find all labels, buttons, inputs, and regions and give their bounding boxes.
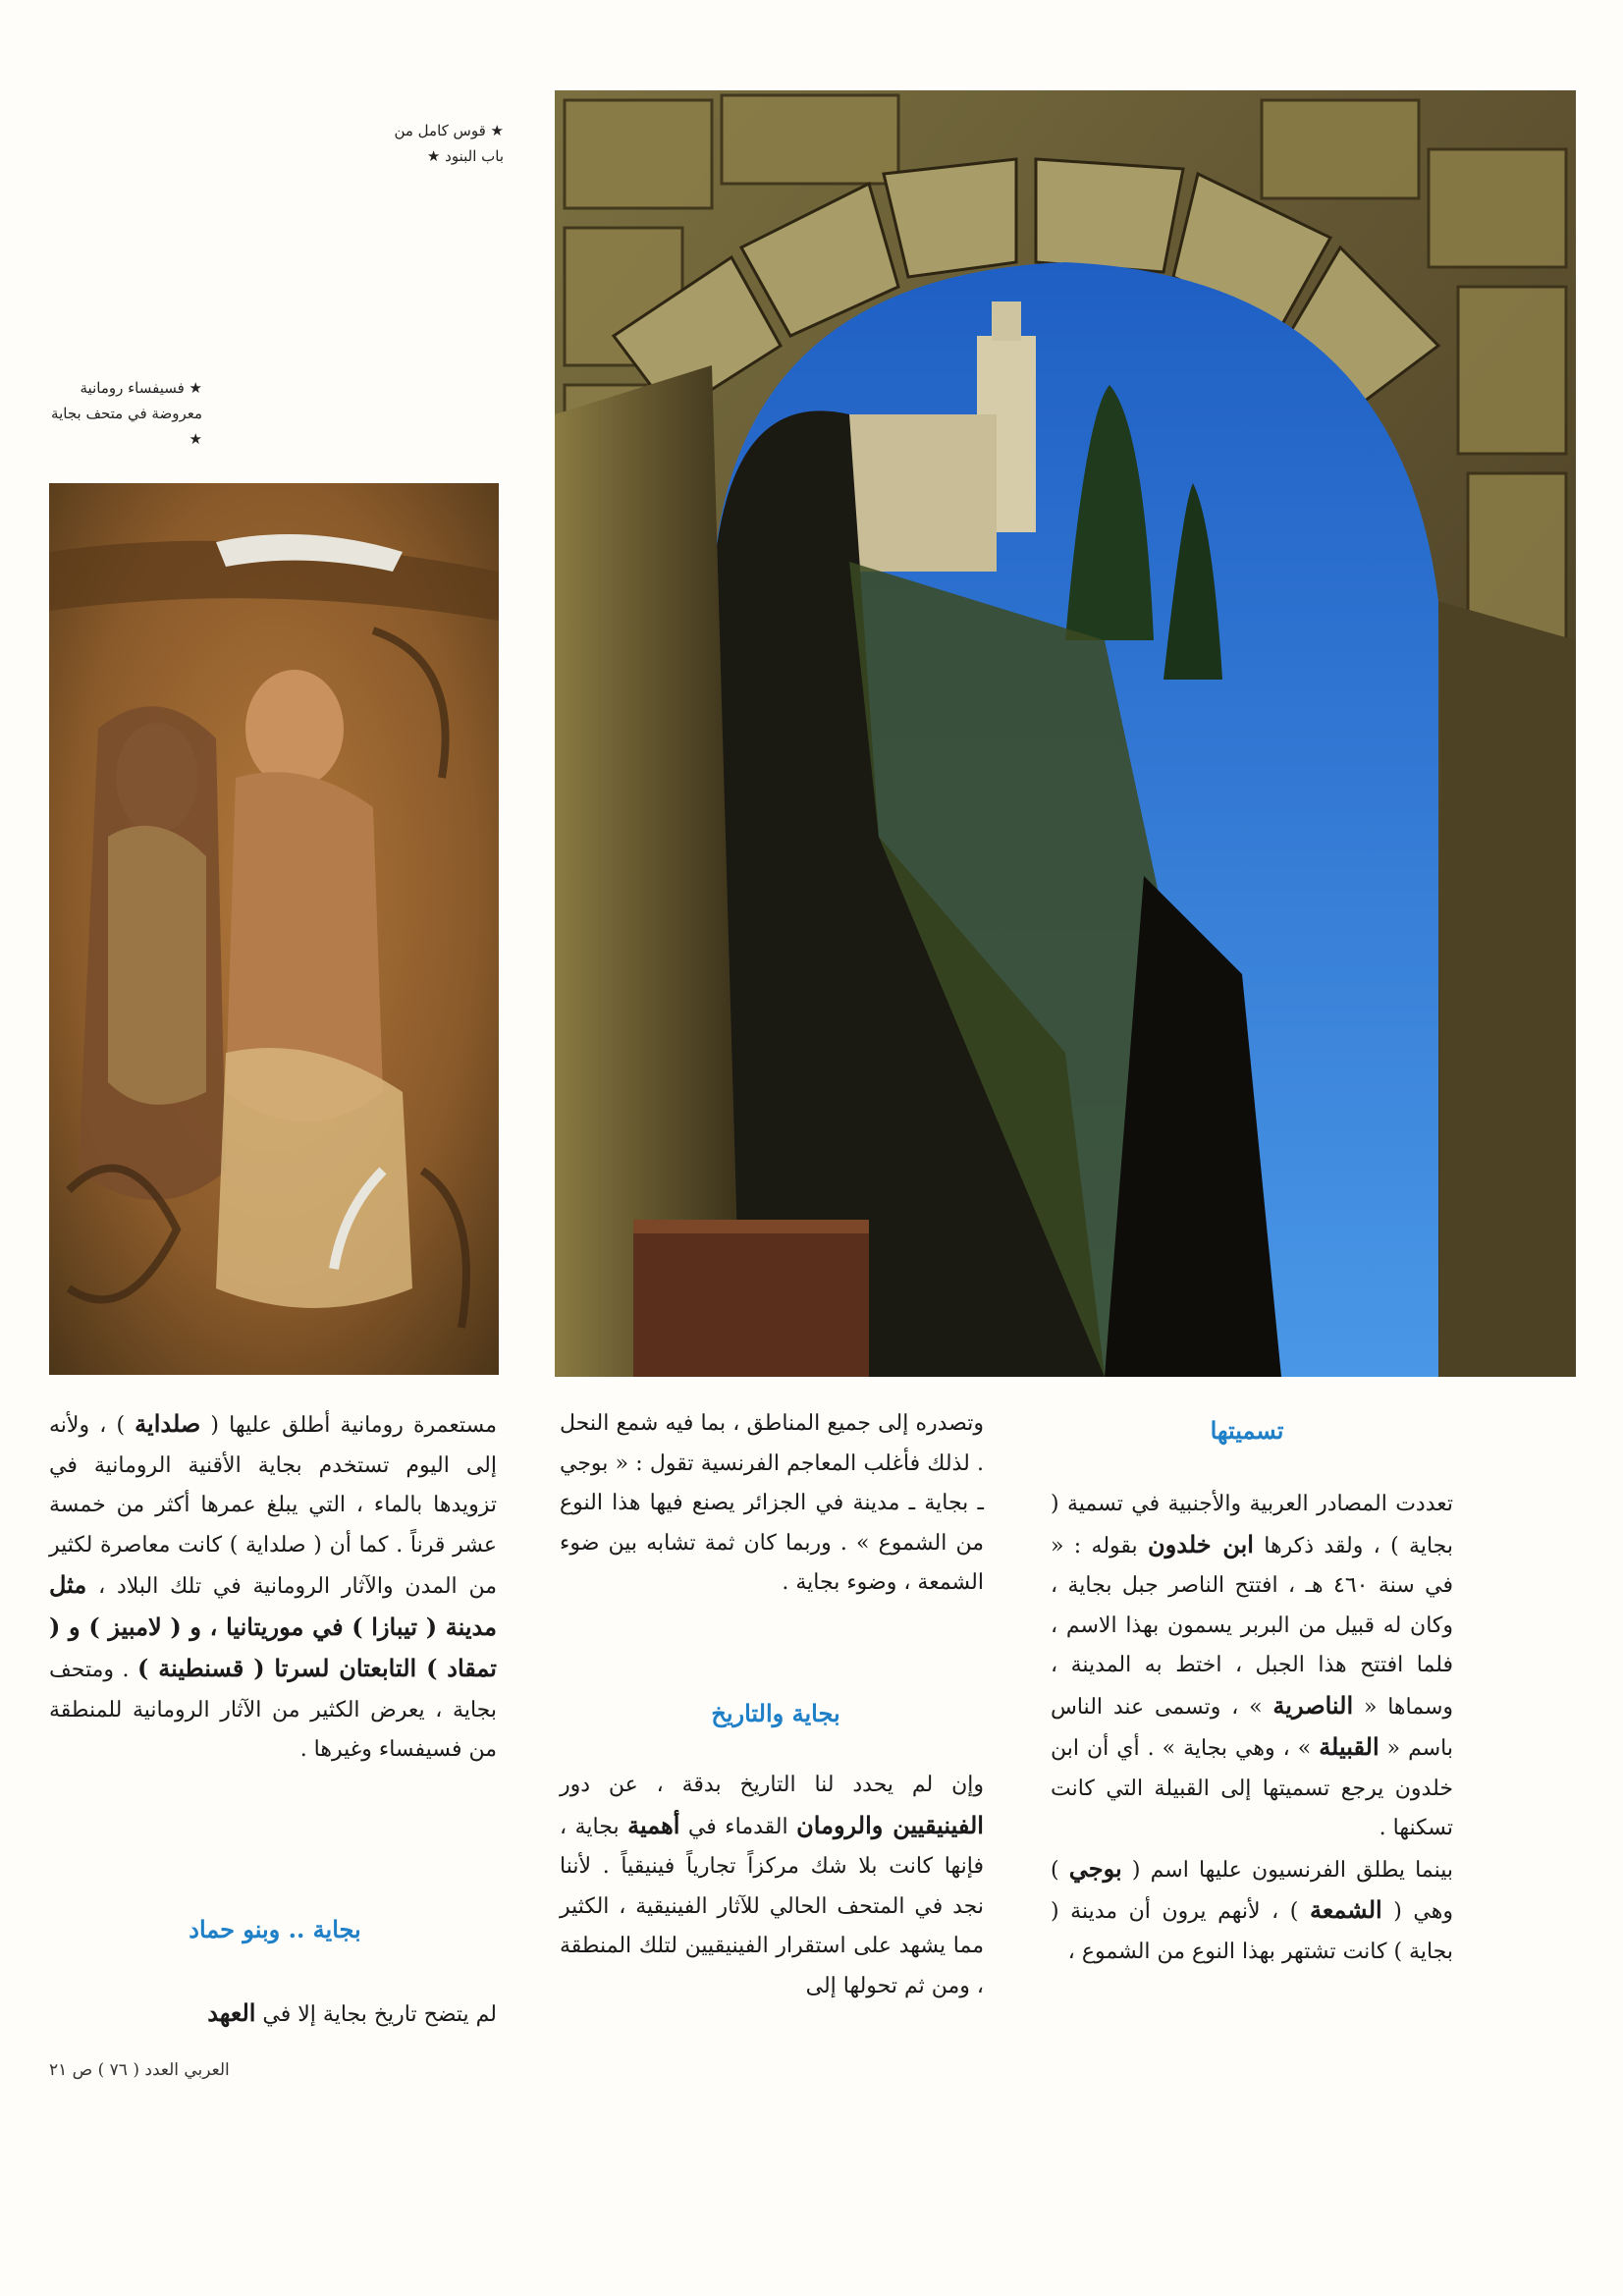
paragraph: تعددت المصادر العربية والأجنبية في تسمية ( بجاية ) ، ولقد ذكرها ابن خلدون بقوله : « في سنة ٤٦٠ هـ ، افتتح الناصر جبل بجاية ، وكان له قبيل من البربر يسمون بهذا الاسم ، فلما افتتح هذا الجبل ، اختط به المدينة ، وسماها « الناصرية » ، وتسمى عند الناس باسم « القبيلة » ، وهي بجاية » . أي أن ابن خلدون يرجع تسميتها إلى القبيلة التي كانت تسكنها . bbox=[1051, 1492, 1454, 1840]
column-left-continued bbox=[49, 1994, 497, 2036]
paragraph: وإن لم يحدد لنا التاريخ بدقة ، عن دور الفينيقيين والرومان القدماء في أهمية بجاية ، فإنها كانت بلا شك مركزاً تجارياً فينيقياً . لأننا نجد في المتحف الحالي للآثار الفينيقية ، الكثير مما يشهد على استقرار الفينيقيين لتلك المنطقة ، ومن ثم تحولها إلى bbox=[560, 1773, 984, 1998]
mosaic-caption: ★ فسيفساء رومانية معروضة في متحف بجاية ★ bbox=[51, 379, 202, 448]
column-middle bbox=[560, 1404, 984, 1604]
heading-tasmiyatuha: تسميتها bbox=[1210, 1416, 1284, 1445]
arch-caption: ★ قوس كامل من باب البنود ★ bbox=[394, 122, 504, 165]
paragraph: وتصدره إلى جميع المناطق ، بما فيه شمع النحل . لذلك فأغلب المعاجم الفرنسية تقول : « بوجي ـ بجاية ـ مدينة في الجزائر يصنع فيها هذا النوع من الشموع » . وربما كان ثمة تشابه بين ضوء الشمعة ، وضوء بجاية . bbox=[560, 1411, 984, 1595]
heading-bejaia-hammadids: بجاية .. وبنو حماد bbox=[189, 1915, 361, 1943]
paragraph: مستعمرة رومانية أطلق عليها ( صلداية ) ، ولأنه إلى اليوم تستخدم بجاية الأقنية الرومانية في تزويدها بالماء ، التي يبلغ عمرها أكثر من خمسة عشر قرناً . كما أن ( صلداية ) كانت معاصرة لكثير من المدن والآثار الرومانية في تلك البلاد ، مثل مدينة ( تيبازا ) في موريتانيا ، و ( لامبيز ) و ( تمقاد ) التابعتان لسرتا ( قسنطينة ) . ومتحف بجاية ، يعرض الكثير من الآثار الرومانية للمنطقة من فسيفساء وغيرها . bbox=[49, 1409, 497, 1762]
paragraph: لم يتضح تاريخ بجاية إلا في العهد bbox=[207, 1998, 497, 2027]
arch-photo bbox=[555, 90, 1576, 1377]
column-left bbox=[49, 1404, 497, 1771]
paragraph: بينما يطلق الفرنسيون عليها اسم ( بوجي ) وهي ( الشمعة ) ، لأنهم يرون أن مدينة ( بجاية ) كانت تشتهر بهذا النوع من الشموع ، bbox=[1051, 1853, 1453, 1964]
page-footer: العربي العدد ( ٧٦ ) ص ٢١ bbox=[49, 2060, 230, 2080]
column-middle-continued bbox=[560, 1766, 984, 2006]
heading-bejaia-history: بجاية والتاريخ bbox=[711, 1699, 840, 1727]
column-right bbox=[1051, 1485, 1453, 1972]
mosaic-photo bbox=[49, 483, 499, 1375]
